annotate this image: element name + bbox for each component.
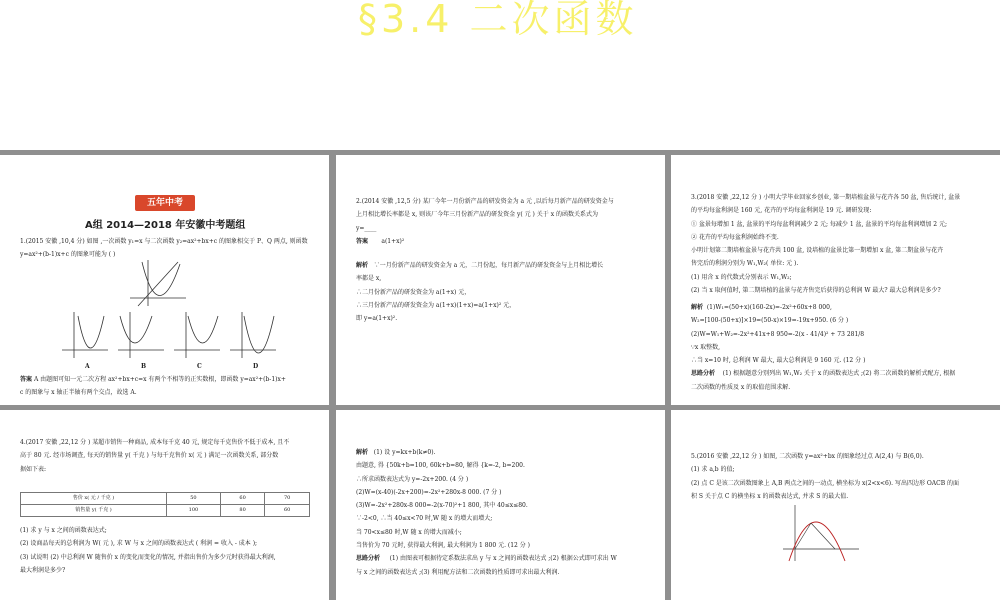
option-c-graph	[174, 312, 220, 358]
table-cell: 70	[265, 493, 310, 505]
analysis-line-1: (1)W₁=(50+x)(160-2x)=-2x²+60x+8 000,	[706, 304, 832, 311]
analysis-label: 解析	[691, 304, 704, 311]
answer-label: 答案	[356, 237, 369, 245]
analysis-line-1: ∵一月份新产品的研发资金为 a 元，二月份起，每月新产品的研发资金与上月相比增长	[373, 262, 604, 269]
q5-line-1: 5.(2016 安徽 ,22,12 分 ) 如图, 二次函数 y=ax²+bx 的图象经过点 A(2,4) 与 B(6,0).	[691, 453, 924, 460]
q4-line-2: 高于 80 元. 经市场调查, 每天的销售量 y( 千克 ) 与每千克售价 x( 元 ) 满足一次函数关系, 部分数	[20, 452, 279, 460]
answer-line-2: c 的图象与 x 轴正半轴有两个交点，故选 A.	[20, 389, 137, 397]
q3-line-3: ① 盆景每增加 1 盆, 盆景的平均每盆利润减少 2 元; 每减少 1 盆, 盆景的平均每盆利润增加 2 元;	[691, 220, 948, 228]
analysis-line-3: ∴所求函数表达式为 y=-2x+200. (4 分 )	[356, 475, 469, 483]
q3-line-4: ② 花卉的平均每盆利润始终不变.	[691, 233, 779, 241]
idea-line-2: 二次函数的性质及 x 的取值范围求解.	[691, 383, 791, 391]
analysis-line-4: ∵x 取整数,	[691, 343, 721, 351]
idea-line-1: (1) 由图表可根据待定系数法求出 y 与 x 之间的函数表达式 ;(2) 根据公式即可求出 W	[389, 555, 617, 563]
table-row	[21, 505, 310, 517]
data-table	[20, 492, 310, 517]
table-cell: 80	[220, 505, 265, 517]
slide-thumbnail-3[interactable]	[671, 155, 1000, 405]
analysis-line-5: 即 y=a(1+x)².	[356, 315, 398, 323]
analysis-line-8: 当售价为 70 元时, 获得最大利润, 最大利润为 1 800 元. (12 分 )	[356, 542, 531, 550]
analysis-line-4: (2)W=(x-40)(-2x+200)=-2x²+280x-8 000. (7 分 )	[356, 488, 502, 496]
table-row-label: 销售量 y( 千克 )	[21, 505, 167, 517]
title-area	[0, 0, 1000, 150]
q5-line-2: (1) 求 a,b 的值;	[691, 466, 735, 474]
q1-answer	[20, 375, 315, 402]
q1-line-1: 1.(2015 安徽 ,10,4 分) 如图 ,一次函数 y₁=x 与二次函数 y₂=ax²+bx+c 的图象相交于 P、Q 两点, 则函数	[20, 238, 308, 245]
q5-line-4: 积 S 关于点 C 的横坐标 x 的函数表达式, 并求 S 的最大值.	[691, 492, 849, 500]
table-cell: 100	[167, 505, 221, 517]
section-banner: 五年中考	[135, 195, 195, 211]
option-b-graph	[118, 312, 164, 358]
analysis-line-2: W₂=[100-(50+x)]×19=(50-x)×19=-19x+950. (6 分 )	[691, 317, 849, 325]
q5-line-3: (2) 点 C 是该二次函数图象上 A,B 两点之间的一动点, 横坐标为 x(2<x<6). 写出四边形 OACB 的面	[691, 479, 960, 487]
q4-sub-4: 最大利润是多少?	[20, 566, 66, 574]
table-row-label: 售价 x( 元 / 千克 )	[21, 493, 167, 505]
analysis-line-5: ∴当 x=10 时, 总利润 W 最大, 最大总利润是 9 160 元. (12 分 )	[691, 357, 866, 365]
q3-line-8: (2) 当 x 取何值时, 第二期培植的盆景与花卉售完后获得的总利润 W 最大? 最大总利润是多少?	[691, 287, 941, 295]
q4-sub-1: (1) 求 y 与 x 之间的函数表达式;	[20, 527, 107, 534]
q3-line-5: 小明计划第二期培植盆景与花卉共 100 盆, 设培植的盆景比第一期增加 x 盆, 第二期盆景与花卉	[691, 247, 944, 255]
option-d-graph	[230, 312, 276, 358]
answer-value: a(1+x)²	[381, 237, 405, 245]
q2-analysis	[356, 261, 651, 327]
answer-label: 答案	[20, 376, 33, 383]
table-cell: 60	[220, 493, 265, 505]
analysis-label: 解析	[356, 449, 369, 456]
q4-sub-2: (2) 设商品每天的总利润为 W( 元 ), 求 W 与 x 之间的函数表达式 ( 利润 = 收入 - 成本 );	[20, 540, 258, 548]
analysis-line-1: (1) 设 y=kx+b(k≠0).	[373, 449, 436, 456]
q3-line-6: 售完后的利润分别为 W₁,W₂( 单位: 元 ).	[691, 260, 799, 268]
q4-line-1: 4.(2017 安徽 ,22,12 分 ) 某超市销售一种商品, 成本每千克 40 元, 规定每千克售价不低于成本, 且不	[20, 439, 290, 446]
slide-thumbnail-6[interactable]	[671, 410, 1000, 600]
question-4	[20, 438, 315, 478]
analysis-line-6: ∵-2<0, ∴当 40≤x<70 时,W 随 x 的增大而增大;	[356, 515, 493, 523]
idea-label: 思路分析	[691, 370, 716, 378]
question-2	[356, 197, 651, 250]
idea-label: 思路分析	[356, 555, 381, 563]
analysis-line-4: ∴三月份新产品的研发资金为 a(1+x)(1+x)=a(1+x)² 元，	[356, 301, 516, 309]
page-title: §3.4 二次函数	[358, 0, 638, 41]
analysis-line-7: 当 70<x≤80 时,W 随 x 的增大而减小;	[356, 528, 462, 536]
table-row	[21, 493, 310, 505]
analysis-line-5: (3)W=-2x²+280x-8 000=-2(x-70)²+1 800, 其中 40≤x≤80.	[356, 502, 528, 510]
group-heading: A组 2014—2018 年安徽中考题组	[85, 220, 246, 231]
q4-sub-3: (3) 试说明 (2) 中总利润 W 随售价 x 的变化而变化的情况, 并指出售价为多少元时获得最大利润,	[20, 553, 276, 561]
q1-line-2: y=ax²+(b-1)x+c 的图象可能为 ( )	[20, 251, 116, 259]
q2-line-2: 上月相比增长率都是 x, 则该厂今年三月份新产品的研发资金 y( 元 ) 关于 x 的函数关系式为	[356, 211, 599, 219]
analysis-line-3: (2)W=W₁+W₂=-2x²+41x+8 950=-2(x - 41/4)² + 73 281/8	[691, 330, 865, 338]
question-5	[691, 452, 986, 505]
q1-figure	[128, 258, 188, 308]
option-c-label: C	[197, 363, 202, 370]
analysis-line-3: ∴二月份新产品的研发资金为 a(1+x) 元，	[356, 288, 471, 296]
q2-line-3: y=____	[356, 224, 377, 232]
option-a-label: A	[85, 363, 90, 370]
analysis-label: 解析	[356, 262, 369, 269]
q3-line-7: (1) 用含 x 的代数式分别表示 W₁,W₂;	[691, 273, 792, 281]
q3-line-2: 的平均每盆利润是 160 元, 花卉的平均每盆利润是 19 元. 调研发现:	[691, 207, 872, 215]
table-cell: 50	[167, 493, 221, 505]
option-graphs	[60, 310, 280, 360]
analysis-line-2: 率都是 x,	[356, 275, 382, 283]
question-3	[691, 193, 986, 299]
option-a-graph	[62, 312, 108, 358]
answer-line-1: A 由题图可知一元二次方程 ax²+bx+c=x 有两个不相等的正实数根，即函数 y=ax²+(b-1)x+	[33, 376, 286, 383]
q2-line-1: 2.(2014 安徽 ,12,5 分) 某厂今年一月份新产品的研发资金为 a 元 ,以后每月新产品的研发资金与	[356, 198, 614, 205]
slide-thumbnail-1[interactable]	[0, 155, 329, 405]
q4-analysis	[356, 448, 651, 581]
q3-analysis	[691, 303, 986, 396]
option-b-label: B	[141, 363, 147, 370]
q5-parabola-figure	[781, 503, 861, 563]
slide-thumbnail-4[interactable]	[0, 410, 329, 600]
q4-subquestions	[20, 526, 315, 579]
idea-line-1: (1) 根据题意分别列出 W₁,W₂ 关于 x 的函数表达式 ;(2) 将二次函数的解析式配方, 根据	[722, 370, 956, 378]
analysis-line-2: 由题意, 得 {50k+b=100, 60k+b=80, 解得 {k=-2, b=200.	[356, 462, 525, 470]
slide-thumbnail-2[interactable]	[336, 155, 665, 405]
table-cell: 60	[265, 505, 310, 517]
q4-line-3: 据如下表:	[20, 465, 47, 473]
slide-thumbnail-5[interactable]	[336, 410, 665, 600]
option-d-label: D	[253, 363, 259, 370]
q3-line-1: 3.(2018 安徽 ,22,12 分 ) 小明大学毕业回家乡创业, 第一期培植盆景与花卉各 50 盆, 售后统计, 盆景	[691, 194, 961, 201]
idea-line-2: 与 x 之间的函数表达式 ;(3) 利用配方法和二次函数的性质即可求出最大利润.	[356, 568, 560, 576]
